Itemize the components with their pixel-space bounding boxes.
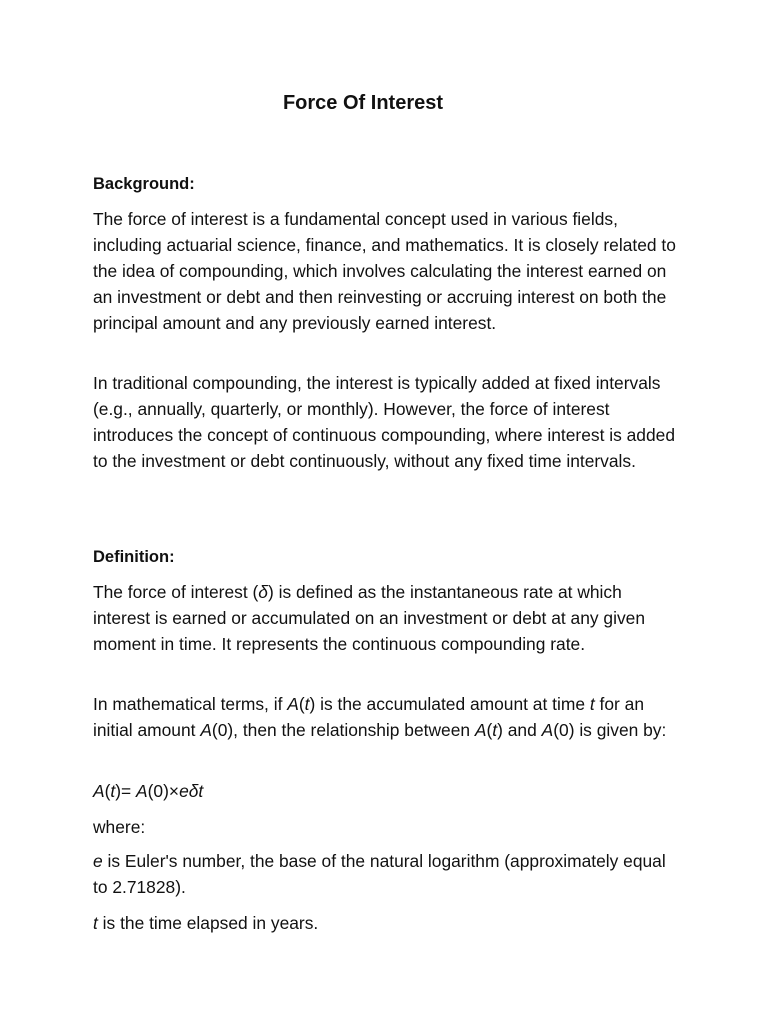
- variable-t: t: [589, 694, 595, 714]
- text-run: (0), then the relationship between: [211, 720, 475, 740]
- variable-A: A: [200, 720, 212, 740]
- exponent-term: eδt: [179, 781, 204, 801]
- variable-A: A: [474, 720, 487, 740]
- formula: [93, 778, 683, 804]
- where-label: where:: [93, 817, 146, 837]
- variable-t: t: [492, 720, 498, 740]
- text-run: ) is defined as the instantaneous rate at which interest is earned or accumulated on an investment or debt at any given moment in time. It represents the continuous compounding rate.: [93, 582, 645, 654]
- variable-t: t: [93, 913, 98, 933]
- text-run: is the time elapsed in years.: [97, 913, 319, 933]
- variable-A: A: [136, 781, 148, 801]
- variable-A: A: [541, 720, 554, 740]
- text-run: ) and: [497, 720, 542, 740]
- definition-paragraph-1: [93, 579, 683, 657]
- variable-e: e: [93, 851, 103, 871]
- text-run: The force of interest (: [93, 582, 259, 602]
- definition-heading: Definition:: [93, 548, 175, 566]
- variable-A: A: [287, 694, 299, 714]
- text-run: (: [298, 694, 305, 714]
- e-definition: [93, 848, 683, 900]
- background-heading: Background:: [93, 175, 195, 193]
- definition-paragraph-2: [93, 691, 683, 743]
- background-paragraph-1: The force of interest is a fundamental concept used in various fields, including actuarial science, finance, and mathematics. It is closely related to the idea of compounding, which involves calculating the interest earned on an investment or debt and then reinvesting or accruing interest on both the principal amount and any previously earned interest.: [93, 209, 676, 333]
- background-paragraph-2: In traditional compounding, the interest is typically added at fixed intervals (e.g., annually, quarterly, or monthly). However, the force of interest introduces the concept of continuous compounding, where interest is added to the investment or debt continuously, without any fixed time intervals.: [93, 373, 675, 471]
- text-run: for an initial amount: [93, 694, 644, 740]
- text-run: (: [104, 781, 111, 801]
- text-run: (0)×: [147, 781, 180, 801]
- variable-t: t: [110, 781, 116, 801]
- variable-A: A: [93, 781, 105, 801]
- text-run: ) is the accumulated amount at time: [309, 694, 590, 714]
- page-title: Force Of Interest: [282, 92, 444, 114]
- text-run: In mathematical terms, if: [93, 694, 288, 714]
- text-run: is Euler's number, the base of the natural logarithm (approximately equal to 2.71828).: [93, 851, 666, 897]
- text-run: (: [486, 720, 493, 740]
- variable-t: t: [304, 694, 310, 714]
- delta-symbol: δ: [258, 582, 268, 602]
- t-definition: [93, 910, 683, 936]
- text-run: (0) is given by:: [553, 720, 667, 740]
- text-run: )=: [115, 781, 137, 801]
